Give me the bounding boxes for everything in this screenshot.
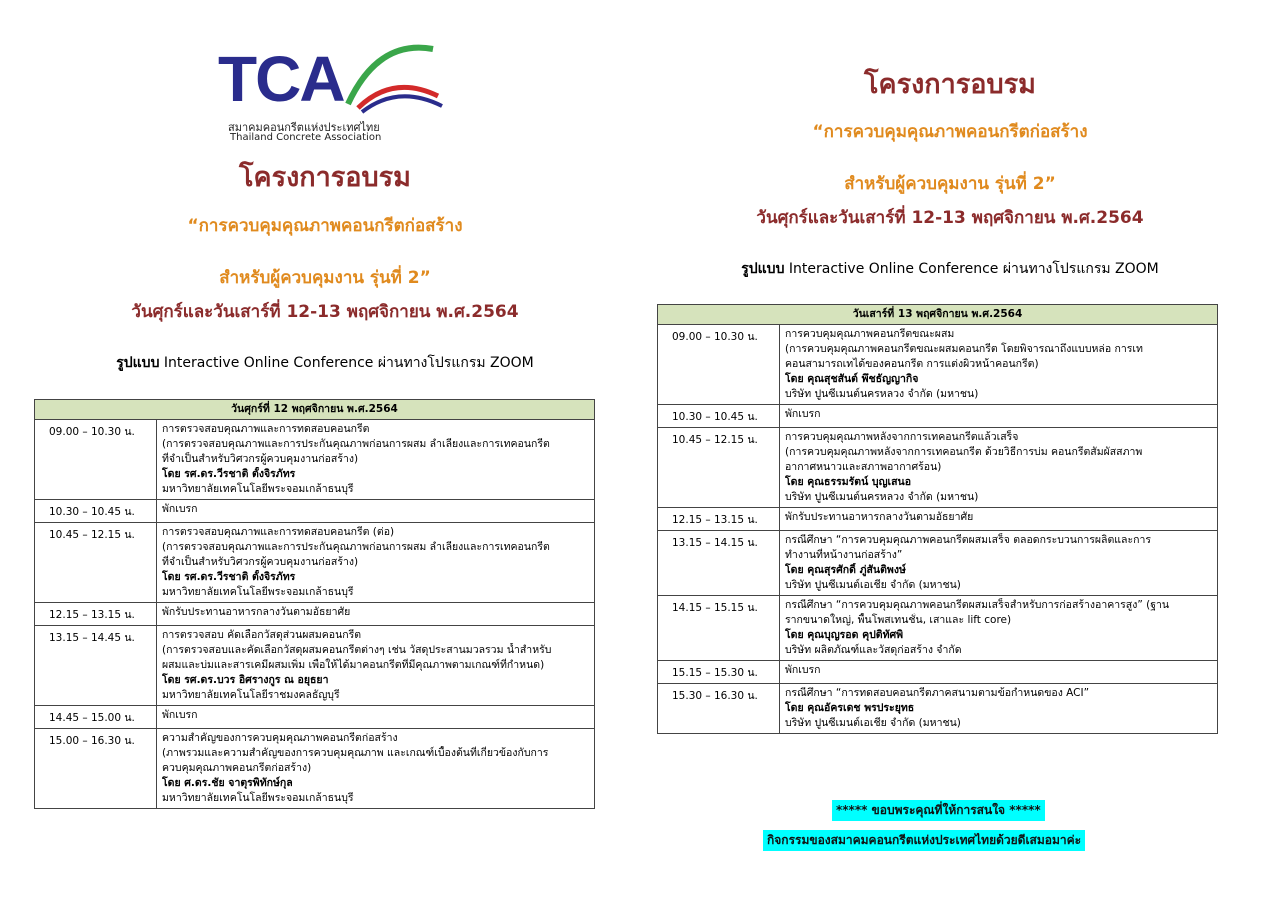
session-speaker: โดย คุณธรรมรัตน์ บุญเสนอ	[785, 476, 912, 488]
session-time: 09.00 – 10.30 น.	[658, 325, 780, 405]
left-page	[0, 0, 640, 903]
session-speaker: โดย คุณสุชสันต์ พึชธัญญากิจ	[785, 373, 919, 385]
session-speaker: โดย คุณอัครเดช พรประยุทธ	[785, 702, 915, 714]
session-text: การควบคุมคุณภาพหลังจากการเทคอนกรีตแล้วเสร็จ	[785, 431, 1019, 443]
table-row	[35, 729, 595, 809]
session-time: 12.15 – 13.15 น.	[35, 603, 157, 626]
session-details	[780, 428, 1218, 508]
session-text: การตรวจสอบคุณภาพและการทดสอบคอนกรีต (ต่อ)	[162, 526, 395, 538]
session-details	[157, 626, 595, 706]
day-heading: วันเสาร์ที่ 13 พฤศจิกายน พ.ศ.2564	[658, 305, 1218, 325]
session-text: พักเบรก	[162, 503, 198, 515]
session-text: คอนสามารถเทได้ของคอนกรีต การแต่งผิวหน้าคอนกรีต)	[785, 358, 1039, 370]
table-row	[35, 603, 595, 626]
session-speaker: โดย รศ.ดร.วีรชาติ ตั้งจิรภัทร	[162, 468, 296, 480]
logo-name-th: สมาคมคอนกรีตแห่งประเทศไทย	[228, 121, 380, 134]
session-details	[157, 603, 595, 626]
course-subtitle-2-right: สำหรับผู้ควบคุมงาน รุ่นที่ 2”	[844, 174, 1056, 194]
session-time: 13.15 – 14.15 น.	[658, 531, 780, 596]
session-text: กรณีศึกษา “การทดสอบคอนกรีตภาคสนามตามข้อกำหนดของ ACI”	[785, 687, 1090, 699]
session-text: กรณีศึกษา “การควบคุมคุณภาพคอนกรีตผสมเสร็จ ตลอดกระบวนการผลิตและการ	[785, 534, 1152, 546]
session-time: 10.30 – 10.45 น.	[658, 405, 780, 428]
session-speaker: โดย รศ.ดร.บวร อิศรางกูร ณ อยุธยา	[162, 674, 329, 686]
session-text: มหาวิทยาลัยเทคโนโลยีพระจอมเกล้าธนบุรี	[162, 483, 354, 495]
format-label-right: รูปแบบ	[741, 261, 785, 277]
session-text: พักเบรก	[785, 664, 821, 676]
session-text: ความสำคัญของการควบคุมคุณภาพคอนกรีตก่อสร้าง	[162, 732, 398, 744]
tca-logo	[218, 34, 458, 146]
session-text: การควบคุมคุณภาพคอนกรีตขณะผสม	[785, 328, 955, 340]
session-details	[780, 596, 1218, 661]
table-row	[658, 405, 1218, 428]
session-time: 10.45 – 12.15 น.	[35, 523, 157, 603]
session-details	[157, 500, 595, 523]
session-time: 13.15 – 14.45 น.	[35, 626, 157, 706]
session-text: พักรับประทานอาหารกลางวันตามอัธยาศัย	[162, 606, 351, 618]
session-speaker: โดย คุณบุญรอด คุปติทัศพิ	[785, 629, 904, 641]
course-date-right: วันศุกร์และวันเสาร์ที่ 12-13 พฤศจิกายน พ.ศ.2564	[756, 208, 1144, 228]
session-details	[780, 684, 1218, 734]
course-subtitle-2: สำหรับผู้ควบคุมงาน รุ่นที่ 2”	[219, 268, 431, 288]
table-header-row	[35, 400, 595, 420]
session-details	[780, 661, 1218, 684]
session-text: (ภาพรวมและความสำคัญของการควบคุมคุณภาพ และเกณฑ์เบื้องต้นที่เกี่ยวข้องกับการ	[162, 747, 549, 759]
table-header-row	[658, 305, 1218, 325]
session-text: (การควบคุมคุณภาพหลังจากการเทคอนกรีต ด้วยวิธีการบ่ม คอนกรีตสัมผัสสภาพ	[785, 446, 1143, 458]
session-text: พักเบรก	[162, 709, 198, 721]
course-format-right	[640, 258, 1260, 280]
day-heading: วันศุกร์ที่ 12 พฤศจิกายน พ.ศ.2564	[35, 400, 595, 420]
table-row	[658, 596, 1218, 661]
table-row	[658, 508, 1218, 531]
session-details	[157, 420, 595, 500]
session-text: พักเบรก	[785, 408, 821, 420]
thanks-banner: ***** ขอบพระคุณที่ให้การสนใจ *****	[832, 800, 1045, 821]
session-speaker: โดย รศ.ดร.วีรชาติ ตั้งจิรภัทร	[162, 571, 296, 583]
session-text: บริษัท ผลิตภัณฑ์และวัสดุก่อสร้าง จำกัด	[785, 644, 962, 656]
session-details	[157, 729, 595, 809]
session-text: การตรวจสอบคุณภาพและการทดสอบคอนกรีต	[162, 423, 370, 435]
table-row	[658, 661, 1218, 684]
session-details	[780, 531, 1218, 596]
format-text: Interactive Online Conference ผ่านทางโปรแกรม ZOOM	[159, 355, 534, 371]
table-row	[658, 684, 1218, 734]
session-speaker: โดย คุณสุรศักดิ์ ภู่สันติพงษ์	[785, 564, 906, 576]
logo-swoosh-icon	[338, 34, 448, 114]
table-row	[658, 531, 1218, 596]
session-time: 15.30 – 16.30 น.	[658, 684, 780, 734]
session-text: ที่จำเป็นสำหรับวิศวกรผู้ควบคุมงานก่อสร้าง)	[162, 556, 359, 568]
session-text: (การควบคุมคุณภาพคอนกรีตขณะผสมคอนกรีต โดยพิจารณาถึงแบบหล่อ การเท	[785, 343, 1143, 355]
session-text: มหาวิทยาลัยเทคโนโลยีพระจอมเกล้าธนบุรี	[162, 792, 354, 804]
session-text: ทำงานที่หน้างานก่อสร้าง”	[785, 549, 903, 561]
day1-schedule-table	[34, 399, 595, 809]
session-text: บริษัท ปูนซีเมนต์นครหลวง จำกัด (มหาชน)	[785, 388, 979, 400]
session-details	[780, 508, 1218, 531]
session-time: 14.45 – 15.00 น.	[35, 706, 157, 729]
logo-name-en: Thailand Concrete Association	[230, 132, 382, 143]
table-row	[658, 428, 1218, 508]
course-subtitle-1: “การควบคุมคุณภาพคอนกรีตก่อสร้าง	[187, 216, 463, 236]
table-row	[35, 500, 595, 523]
logo-letters: TCA	[218, 43, 344, 115]
session-text: ที่จำเป็นสำหรับวิศวกรผู้ควบคุมงานก่อสร้าง)	[162, 453, 359, 465]
table-row	[35, 523, 595, 603]
session-details	[780, 405, 1218, 428]
session-details	[157, 706, 595, 729]
course-format	[0, 352, 650, 374]
session-text: (การตรวจสอบคุณภาพและการประกันคุณภาพก่อนการผสม ลำเลียงและการเทคอนกรีต	[162, 541, 550, 553]
session-text: บริษัท ปูนซีเมนต์เอเชีย จำกัด (มหาชน)	[785, 579, 961, 591]
session-text: บริษัท ปูนซีเมนต์นครหลวง จำกัด (มหาชน)	[785, 491, 979, 503]
session-time: 14.15 – 15.15 น.	[658, 596, 780, 661]
session-time: 10.45 – 12.15 น.	[658, 428, 780, 508]
course-date: วันศุกร์และวันเสาร์ที่ 12-13 พฤศจิกายน พ.ศ.2564	[131, 302, 519, 322]
session-time: 09.00 – 10.30 น.	[35, 420, 157, 500]
session-text: (การตรวจสอบและคัดเลือกวัสดุผสมคอนกรีตต่างๆ เช่น วัสดุประสานมวลรวม น้ำสำหรับ	[162, 644, 552, 656]
thanks-note: กิจกรรมของสมาคมคอนกรีตแห่งประเทศไทยด้วยดีเสมอมาค่ะ	[763, 830, 1085, 851]
page-title: โครงการอบรม	[239, 162, 411, 193]
session-text: รากขนาดใหญ่, พื้นโพสเทนชั่น, เสาและ lift core)	[785, 614, 1012, 626]
day2-schedule-table	[657, 304, 1218, 734]
course-subtitle-1-right: “การควบคุมคุณภาพคอนกรีตก่อสร้าง	[812, 122, 1088, 142]
session-text: การตรวจสอบ คัดเลือกวัสดุส่วนผสมคอนกรีต	[162, 629, 362, 641]
right-page	[640, 0, 1287, 903]
session-text: มหาวิทยาลัยเทคโนโลยีพระจอมเกล้าธนบุรี	[162, 586, 354, 598]
session-details	[157, 523, 595, 603]
session-text: อากาศหนาวและสภาพอากาศร้อน)	[785, 461, 942, 473]
session-time: 15.00 – 16.30 น.	[35, 729, 157, 809]
session-text: พักรับประทานอาหารกลางวันตามอัธยาศัย	[785, 511, 974, 523]
table-row	[35, 420, 595, 500]
session-text: ควบคุมคุณภาพคอนกรีตก่อสร้าง)	[162, 762, 312, 774]
session-text: กรณีศึกษา “การควบคุมคุณภาพคอนกรีตผสมเสร็จสำหรับการก่อสร้างอาคารสูง” (ฐาน	[785, 599, 1170, 611]
session-text: บริษัท ปูนซีเมนต์เอเชีย จำกัด (มหาชน)	[785, 717, 961, 729]
format-label: รูปแบบ	[116, 355, 160, 371]
session-text: (การตรวจสอบคุณภาพและการประกันคุณภาพก่อนการผสม ลำเลียงและการเทคอนกรีต	[162, 438, 550, 450]
session-details	[780, 325, 1218, 405]
session-speaker: โดย ศ.ดร.ชัย จาตุรพิทักษ์กุล	[162, 777, 293, 789]
table-row	[35, 626, 595, 706]
session-time: 12.15 – 13.15 น.	[658, 508, 780, 531]
page-title-right: โครงการอบรม	[864, 69, 1036, 100]
session-time: 10.30 – 10.45 น.	[35, 500, 157, 523]
format-text-right: Interactive Online Conference ผ่านทางโปรแกรม ZOOM	[784, 261, 1159, 277]
session-text: ผสมและบ่มและสารเคมีผสมเพิ่ม เพื่อให้ได้มาคอนกรีตที่มีคุณภาพตามเกณฑ์ที่กำหนด)	[162, 659, 545, 671]
table-row	[658, 325, 1218, 405]
session-time: 15.15 – 15.30 น.	[658, 661, 780, 684]
table-row	[35, 706, 595, 729]
session-text: มหาวิทยาลัยเทคโนโลยีราชมงคลธัญบุรี	[162, 689, 340, 701]
